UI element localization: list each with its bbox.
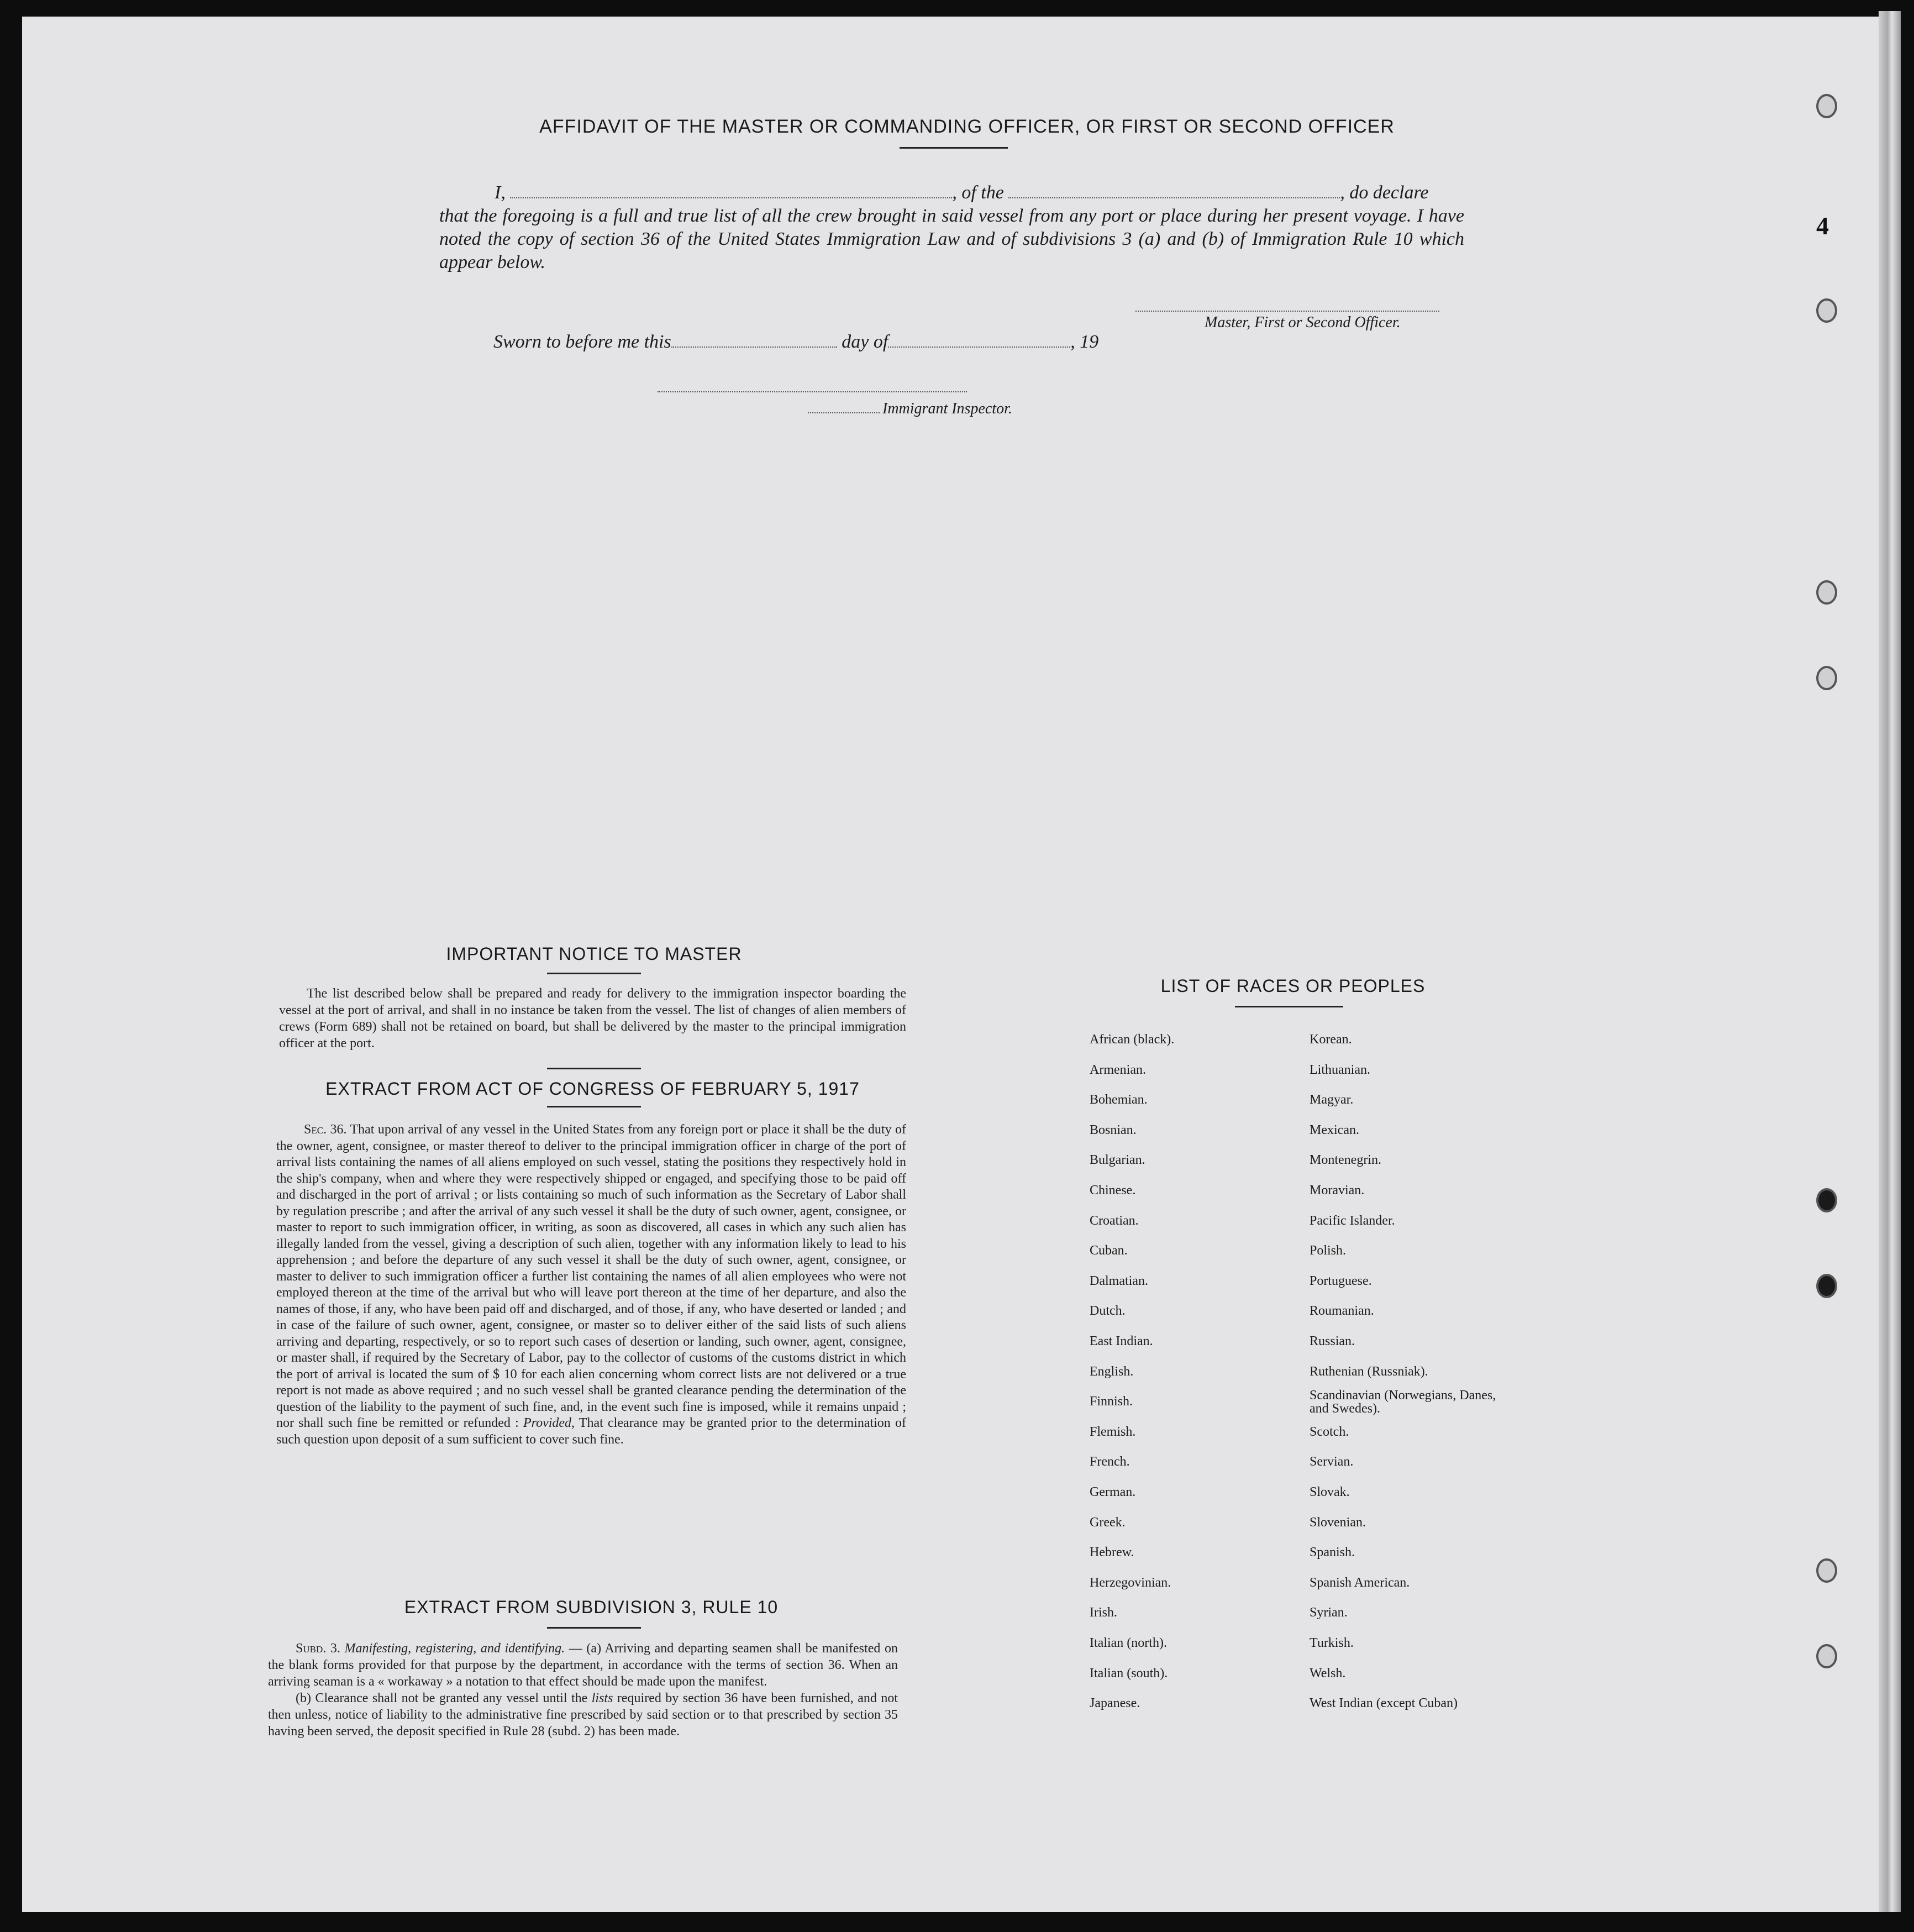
year-label: , 19 [1070,332,1099,352]
page-number: 4 [1816,212,1829,240]
race-item: Japanese. [1090,1696,1140,1711]
inspector-label: Immigrant Inspector. [882,400,1012,417]
notice-title: IMPORTANT NOTICE TO MASTER [446,944,742,964]
rule-extract-text: Subd. 3. Manifesting, registering, and identifying. — (a) Arriving and departing seamen shall be manifested on the blank forms provided for that purpose by the department, in accordance with the terms of section 36. When an arriving seaman is a « workaway » a notation to that effect should be made upon the manifest. (b) Clearance shall not be granted any vessel until the lists required by section 36 have been furnished, and not then unless, notice of liability to the administrative fine prescribed by said section or to that prescribed by section 35 having been served, the deposit specified in Rule 28 (subd. 2) has been made. [268,1641,898,1739]
race-item: African (black). [1090,1032,1175,1047]
vessel-field[interactable] [1008,184,1340,198]
act-extract-title: EXTRACT FROM ACT OF CONGRESS OF FEBRUARY 5, 1917 [325,1079,860,1099]
sworn-day-field[interactable] [671,333,837,348]
race-item: Polish. [1310,1243,1347,1258]
of-the-label: , of the [952,182,1004,203]
race-item: Cuban. [1090,1243,1128,1258]
day-of-label: day of [842,332,888,352]
race-item: Korean. [1310,1032,1352,1047]
divider [547,973,641,974]
do-declare-label: , do declare [1340,182,1429,203]
provided-label: Provided, [523,1416,575,1430]
race-item: Scotch. [1310,1424,1349,1439]
act-extract-text [276,1122,906,1448]
master-signature-line[interactable] [1135,309,1439,312]
notice-paragraph: The list described below shall be prepared and ready for delivery to the immigration inspector boarding the vessel at the port of arrival, and shall in no instance be taken from the vessel. The list of changes of alien members of crews (Form 689) shall not be retained on board, but shall be delivered by the master to the principal immigration officer at the port. [279,986,906,1051]
form-sheet [22,17,1882,1912]
sworn-month-field[interactable] [888,333,1070,348]
divider [547,1068,641,1069]
race-item: Syrian. [1310,1605,1348,1620]
punch-hole [1816,1188,1837,1212]
punch-hole [1816,1274,1837,1298]
race-item: English. [1090,1364,1134,1379]
notice-text [279,985,906,1052]
race-item: Bulgarian. [1090,1153,1145,1168]
race-item: Irish. [1090,1605,1117,1620]
race-item: Armenian. [1090,1062,1146,1077]
race-item: Turkish. [1310,1636,1354,1650]
race-item: Portuguese. [1310,1273,1372,1288]
race-item: Finnish. [1090,1394,1133,1409]
section-label: Sec. 36. [304,1122,347,1137]
race-item: Lithuanian. [1310,1062,1370,1077]
subdivision-label: Subd. 3. [296,1641,340,1656]
race-item: Italian (north). [1090,1636,1167,1650]
race-item: Montenegrin. [1310,1153,1381,1168]
rule-extract-title: EXTRACT FROM SUBDIVISION 3, RULE 10 [404,1597,779,1617]
race-item: Dalmatian. [1090,1273,1148,1288]
race-item: Hebrew. [1090,1545,1134,1560]
race-item: Ruthenian (Russniak). [1310,1364,1428,1379]
i-label: I, [495,182,506,203]
part-b-text-1: Clearance shall not be granted any vessel until the [315,1691,588,1705]
race-item: Pacific Islander. [1310,1213,1395,1228]
race-item: Spanish. [1310,1545,1355,1560]
punch-hole [1816,666,1837,690]
race-item: Slovenian. [1310,1515,1366,1530]
race-item: French. [1090,1455,1130,1469]
name-field[interactable] [510,184,952,198]
divider [547,1106,641,1107]
divider [900,147,1008,149]
provided-text: That clearance may be granted prior to the determination of such question upon deposit of a sum sufficient to cover such fine. [276,1416,906,1447]
part-a-label: (a) [586,1641,602,1656]
race-item: Herzegovinian. [1090,1575,1171,1590]
race-item: West Indian (except Cuban) [1310,1696,1458,1711]
race-item: Flemish. [1090,1424,1136,1439]
race-item: Dutch. [1090,1304,1126,1319]
race-item: Mexican. [1310,1122,1359,1137]
race-item: Croatian. [1090,1213,1139,1228]
race-item: East Indian. [1090,1334,1153,1348]
master-signature-label: Master, First or Second Officer. [1205,314,1401,331]
sworn-label: Sworn to before me this [493,332,671,352]
race-item: Bohemian. [1090,1093,1148,1107]
race-item: Moravian. [1310,1183,1365,1198]
punch-hole [1816,94,1837,118]
race-item: German. [1090,1485,1136,1499]
punch-hole [1816,1644,1837,1668]
race-item: Greek. [1090,1515,1126,1530]
race-item: Scandinavian (Norwegians, Danes, and Swedes). [1310,1388,1496,1416]
subdivision-heading: Manifesting, registering, and identifying. [344,1641,565,1656]
punch-hole [1816,298,1837,323]
race-item: Slovak. [1310,1485,1350,1499]
part-a-text: Arriving and departing seamen shall be manifested on the blank forms provided for that purpose by the department, in accordance with the terms of section 36. When an arriving seaman is a « workaway » a notation to that effect should be made upon the manifest. [268,1641,898,1689]
race-item: Italian (south). [1090,1666,1168,1681]
punch-hole [1816,580,1837,605]
sworn-line [493,332,1098,353]
race-item: Bosnian. [1090,1122,1137,1137]
section-36-text: That upon arrival of any vessel in the United States from any foreign port or place it shall be the duty of the owner, agent, consignee, or master thereof to deliver to the principal immigration officer in charge of the port of arrival lists containing the names of all aliens employed on such vessel, stating the positions they respectively hold in the ship's company, when and where they were respectively shipped or engaged, and specifying those to be paid off and discharged in the port of arrival ; or lists containing so much of such information as the Secretary of Labor shall by regulation prescribe ; and after the arrival of any such vessel it shall be the duty of such owner, agent, consignee, or master to report to such immigration officer, in writing, as soon as discovered, all cases in which any such alien has illegally landed from the vessel, giving a description of such alien, together with any information likely to lead to his apprehension ; and before the departure of any such vessel it shall be the duty of such owner, agent, consignee, or master to deliver to such immigration officer a further list containing the names of all alien employees who were not employed thereon at the time of the arrival but who will leave port thereon at the time of her departure, and also the names of those, if any, who have been paid off and discharged, and of those, if any, who have deserted or landed ; and in case of the failure of such owner, agent, consignee, or master so to deliver either of the said lists of such aliens arriving and departing, respectively, or so to report such cases of desertion or landing, such owner, agent, consignee, or master shall, if required by the Secretary of Labor, pay to the collector of customs of the customs district in which the port of arrival is located the sum of $ 10 for each alien concerning whom correct lists are not delivered or a true report is not made as above required ; and no such vessel shall be granted clearance pending the determination of the question of the liability to the payment of such fine, and, in the event such fine is imposed, while it remains unpaid ; nor shall such fine be remitted or refunded : [276,1122,906,1430]
part-b-lists: lists [591,1691,613,1705]
race-item: Roumanian. [1310,1304,1374,1319]
race-item: Chinese. [1090,1183,1136,1198]
divider [547,1627,641,1629]
race-item: Magyar. [1310,1093,1354,1107]
affidavit-declaration-block [439,181,1464,274]
part-b-text-2: required by section 36 have been furnished, and not then unless, notice of liability to the administrative fine prescribed by said section or to that prescribed by section 35 having been served, the deposit specified in Rule 28 (subd. 2) has been made. [268,1691,898,1739]
race-item: Welsh. [1310,1666,1346,1681]
declaration-text: that the foregoing is a full and true list of all the crew brought in said vessel from any port or place during her present voyage. I have noted the copy of section 36 of the United States Immigration Law and of subdivisions 3 (a) and (b) of Immigration Rule 10 which appear below. [439,206,1464,272]
affidavit-first-line [439,181,1464,204]
divider [1235,1006,1343,1007]
affidavit-title: AFFIDAVIT OF THE MASTER OR COMMANDING OFFICER, OR FIRST OR SECOND OFFICER [539,116,1395,137]
part-b-label: (b) [296,1691,311,1705]
punch-hole [1816,1558,1837,1583]
inspector-dotted-lead [808,411,880,413]
page-edge [1879,11,1901,1912]
race-item: Russian. [1310,1334,1355,1348]
race-item: Spanish American. [1310,1575,1410,1590]
races-title: LIST OF RACES OR PEOPLES [1160,976,1426,996]
inspector-signature-line[interactable] [658,390,967,392]
race-item: Servian. [1310,1455,1354,1469]
